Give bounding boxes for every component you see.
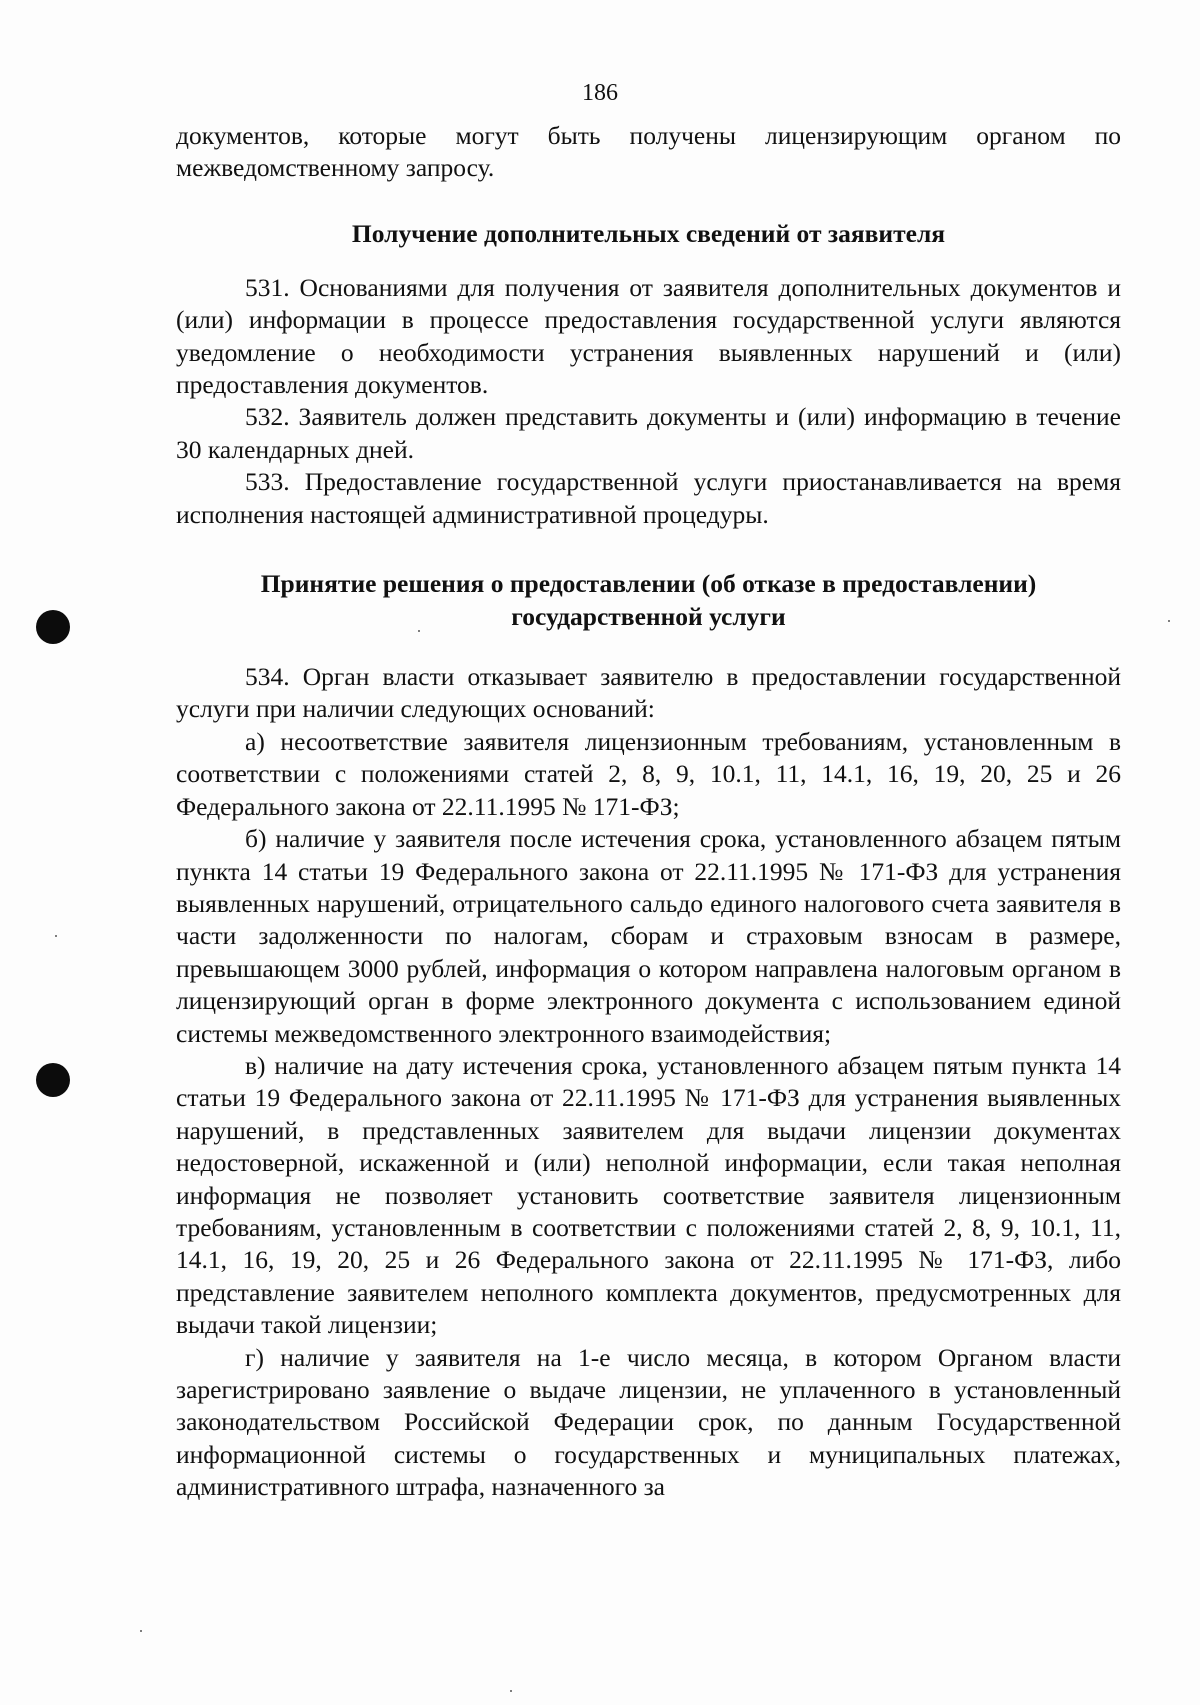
subparagraph-a: а) несоответствие заявителя лицензионным требованиям, установленным в соответствии с положениями статей 2, 8, 9, 10.1, 11, 14.1, 16, 19, 20, 25 и 26 Федерального закона от 22.11.1995 № 171-ФЗ; [176,726,1121,821]
scan-speck [1168,620,1170,622]
paragraph-531: 531. Основаниями для получения от заявителя дополнительных документов и (или) информации в процессе предоставления государственной услуги являются уведомление о необходимости устранения выявленных нарушений и (или) предоставления документов. [176,272,1121,400]
page-number: 186 [582,80,618,106]
section-heading-decision-line1: Принятие решения о предоставлении (об отказе в предоставлении) [260,569,1037,599]
paragraph-532: 532. Заявитель должен представить документы и (или) информацию в течение 30 календарных дней. [176,402,1121,464]
section-heading-decision-line2: государственной услуги [511,602,786,632]
punch-hole-top [36,610,70,644]
opening-paragraph: документов, которые могут быть получены лицензирующим органом по межведомственному запросу. [176,121,1121,183]
paragraph-533: 533. Предоставление государственной услуги приостанавливается на время исполнения настоящей административной процедуры. [176,467,1121,529]
scan-speck [510,1690,512,1692]
punch-hole-bottom [36,1063,70,1097]
subparagraph-v: в) наличие на дату истечения срока, установленного абзацем пятым пункта 14 статьи 19 Федерального закона от 22.11.1995 № 171-ФЗ для устранения выявленных нарушений, в представленных заявителем для выдачи лицензии документах недостоверной, искаженной и (или) неполной информации, если такая неполная информация не позволяет установить соответствие заявителя лицензионным требованиям, установленным в соответствии с положениями статей 2, 8, 9, 10.1, 11, 14.1, 16, 19, 20, 25 и 26 Федерального закона от 22.11.1995 № 171-ФЗ, либо представление заявителем неполного комплекта документов, предусмотренных для выдачи такой лицензии; [176,1050,1121,1340]
subparagraph-b: б) наличие у заявителя после истечения срока, установленного абзацем пятым пункта 14 статьи 19 Федерального закона от 22.11.1995 № 171-ФЗ для устранения выявленных нарушений, отрицательного сальдо единого налогового счета заявителя в части задолженности по налогам, сборам и страховым взносам в размере, превышающем 3000 рублей, информация о котором направлена налоговым органом в лицензирующий орган в форме электронного документа с использованием единой системы межведомственного электронного взаимодействия; [176,824,1121,1048]
section-heading-decision [176,567,1121,633]
scan-speck [55,935,57,937]
section-heading-additional-info: Получение дополнительных сведений от заявителя [351,218,946,248]
scan-speck [140,1630,142,1632]
document-body [176,120,1121,1504]
paragraph-534: 534. Орган власти отказывает заявителю в предоставлении государственной услуги при наличии следующих оснований: [176,662,1121,724]
subparagraph-g: г) наличие у заявителя на 1-е число месяца, в котором Органом власти зарегистрировано заявление о выдаче лицензии, не уплаченного в установленный законодательством Российской Федерации срок, по данным Государственной информационной системы о государственных и муниципальных платежах, административного штрафа, назначенного за [176,1342,1121,1502]
